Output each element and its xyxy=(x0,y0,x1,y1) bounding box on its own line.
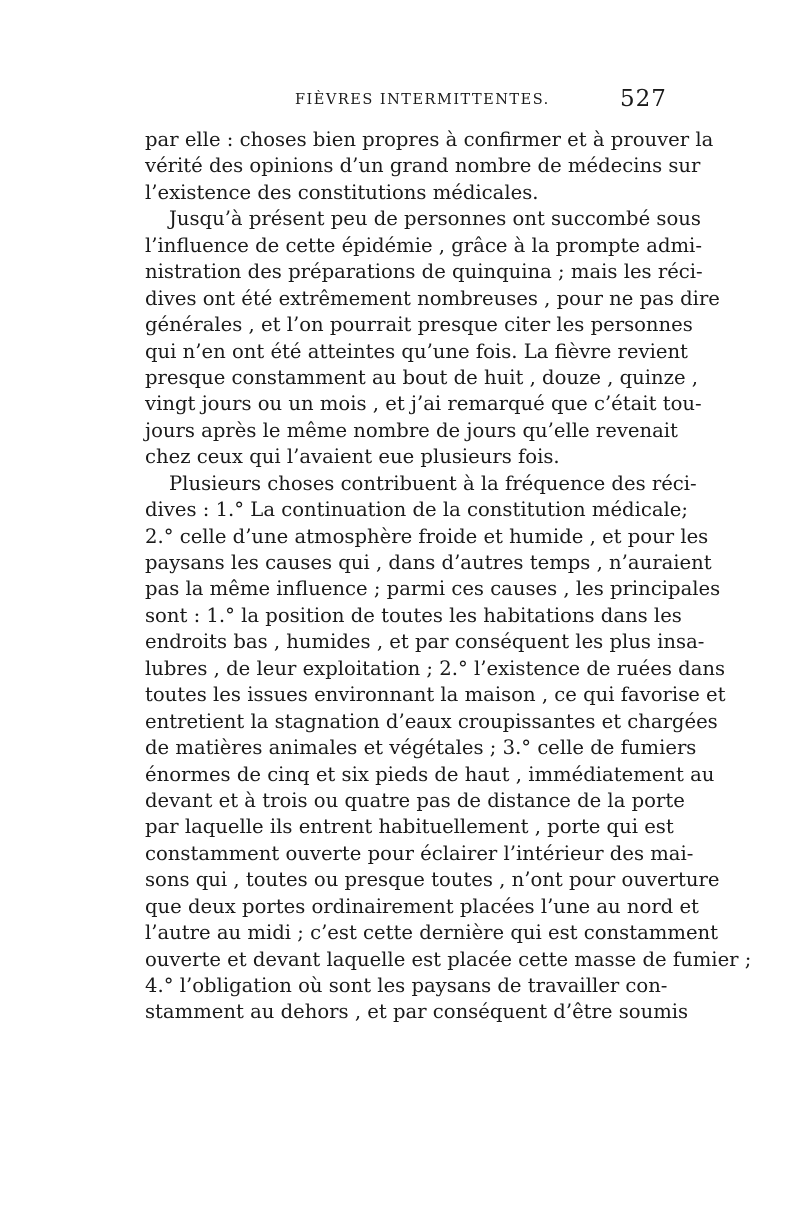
text-line: nistration des préparations de quinquina ; mais les réci- xyxy=(145,260,703,284)
paragraph-start-line: Plusieurs choses contribuent à la fréquence des réci- xyxy=(169,471,697,495)
page-number: 527 xyxy=(620,86,667,112)
text-line: sont : 1.° la position de toutes les habitations dans les xyxy=(145,603,682,627)
text-line: dives : 1.° La continuation de la constitution médicale; xyxy=(145,498,688,522)
text-line: vérité des opinions d’un grand nombre de médecins sur xyxy=(145,154,701,178)
running-title: FIÈVRES INTERMITTENTES. xyxy=(295,92,550,108)
text-line: chez ceux qui l’avaient eue plusieurs fois. xyxy=(145,445,560,469)
text-line: de matières animales et végétales ; 3.° celle de fumiers xyxy=(145,736,697,760)
text-line: que deux portes ordinairement placées l’une au nord et xyxy=(145,894,699,918)
text-line: dives ont été extrêmement nombreuses , pour ne pas dire xyxy=(145,286,720,310)
text-line: endroits bas , humides , et par conséquent les plus insa- xyxy=(145,630,705,654)
running-head xyxy=(0,86,800,120)
text-line: vingt jours ou un mois , et j’ai remarqué que c’était tou- xyxy=(145,392,702,416)
text-line: entretient la stagnation d’eaux croupissantes et chargées xyxy=(145,709,718,733)
text-line: l’autre au midi ; c’est cette dernière qui est constamment xyxy=(145,921,719,945)
text-line: l’influence de cette épidémie , grâce à la prompte admi- xyxy=(145,233,702,257)
text-line: toutes les issues environnant la maison , ce qui favorise et xyxy=(145,683,726,707)
text-line: générales , et l’on pourrait presque citer les personnes xyxy=(145,313,693,337)
text-line: devant et à trois ou quatre pas de distance de la porte xyxy=(145,788,685,812)
text-line: par elle : choses bien propres à confirmer et à prouver la xyxy=(145,128,714,151)
text-line: qui n’en ont été atteintes qu’une fois. La fièvre revient xyxy=(145,339,688,363)
text-line: stamment au dehors , et par conséquent d’être soumis xyxy=(145,1000,689,1024)
text-line: par laquelle ils entrent habituellement , porte qui est xyxy=(145,815,674,839)
text-line: 4.° l’obligation où sont les paysans de travailler con- xyxy=(145,974,668,997)
body-text xyxy=(145,127,752,1026)
text-line: pas la même influence ; parmi ces causes , les principales xyxy=(145,577,721,601)
text-line: presque constamment au bout de huit , douze , quinze , xyxy=(145,365,699,389)
text-line: l’existence des constitutions médicales. xyxy=(145,180,539,204)
text-line: paysans les causes qui , dans d’autres temps , n’auraient xyxy=(145,551,712,574)
paragraph-start-line: Jusqu’à présent peu de personnes ont succombé sous xyxy=(169,207,701,231)
text-line: constamment ouverte pour éclairer l’intérieur des mai- xyxy=(145,841,694,865)
text-line: ouverte et devant laquelle est placée cette masse de fumier ; xyxy=(145,947,752,971)
text-line: 2.° celle d’une atmosphère froide et humide , et pour les xyxy=(145,524,709,548)
text-line: jours après le même nombre de jours qu’elle revenait xyxy=(145,418,678,442)
text-line: sons qui , toutes ou presque toutes , n’ont pour ouverture xyxy=(145,868,720,892)
text-line: lubres , de leur exploitation ; 2.° l’existence de ruées dans xyxy=(145,656,726,680)
text-line: énormes de cinq et six pieds de haut , immédiatement au xyxy=(145,762,715,786)
